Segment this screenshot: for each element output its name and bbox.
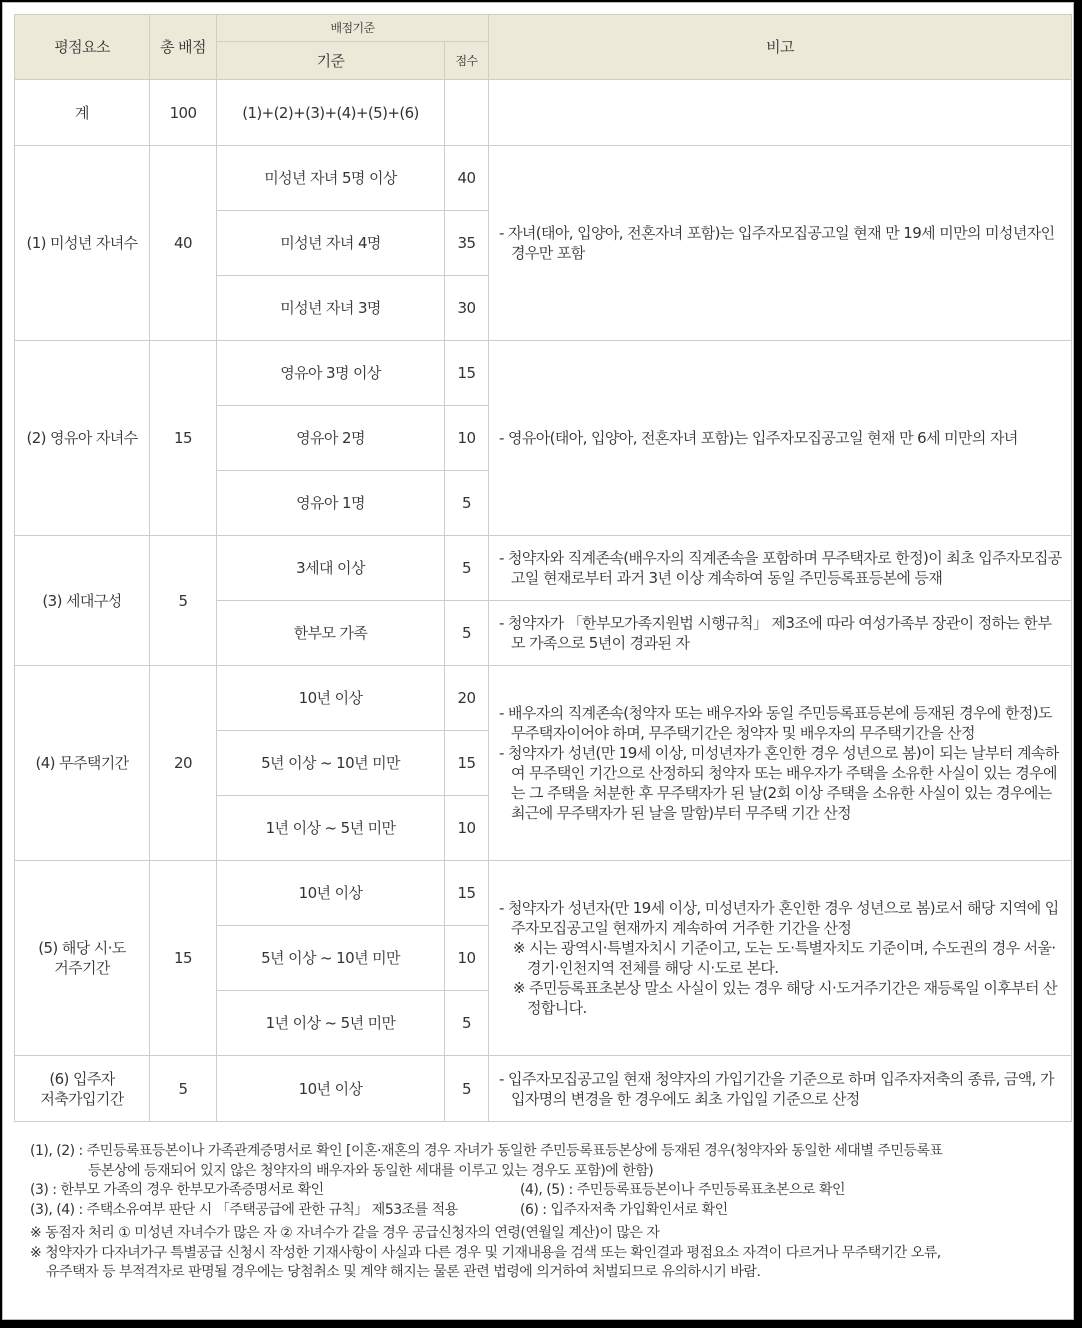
total-cell: 15	[150, 861, 217, 1056]
factor-cell: (1) 미성년 자녀수	[15, 146, 150, 341]
note-line: - 자녀(태아, 입양아, 전혼자녀 포함)는 입주자모집공고일 현재 만 19세 미만의 미성년자인 경우만 포함	[499, 224, 1055, 262]
footnote: (1), (2) : 주민등록표등본이나 가족관계증명서로 확인 [이혼·재혼의 경우 자녀가 동일한 주민등록표등본상에 등재된 경우(청약자와 동일한 세대별 주민등록표	[30, 1143, 943, 1159]
note-cell	[489, 666, 1072, 861]
sum-note	[489, 80, 1072, 146]
footnote-row	[30, 1201, 1060, 1221]
criteria-cell: 영유아 2명	[217, 406, 445, 471]
header-criteria-group: 배점기준	[217, 15, 489, 42]
score-cell: 20	[445, 666, 489, 731]
criteria-cell: 10년 이상	[217, 666, 445, 731]
score-cell: 10	[445, 406, 489, 471]
footnote: ※ 청약자가 다자녀가구 특별공급 신청시 작성한 기재사항이 사실과 다른 경우 및 기재내용을 검색 또는 확인결과 평점요소 자격이 다르거나 무주택기간 오류,	[30, 1244, 941, 1261]
header-remarks: 비고	[489, 15, 1072, 80]
footnote: (3), (4) : 주택소유여부 판단 시 「주택공급에 관한 규칙」 제53조를 적용	[30, 1201, 458, 1218]
note-cell	[489, 861, 1072, 1056]
total-cell: 15	[150, 341, 217, 536]
score-cell: 10	[445, 926, 489, 991]
note-line: - 입주자모집공고일 현재 청약자의 가입기간을 기준으로 하며 입주자저축의 종류, 금액, 가입자명의 변경을 한 경우에도 최초 가입일 기준으로 산정	[499, 1069, 1054, 1108]
criteria-cell: 한부모 가족	[217, 601, 445, 666]
factor-cell: (2) 영유아 자녀수	[15, 341, 150, 536]
criteria-cell: 영유아 3명 이상	[217, 341, 445, 406]
total-cell: 40	[150, 146, 217, 341]
total-cell: 20	[150, 666, 217, 861]
factor-line: (5) 해당 시·도	[38, 939, 126, 957]
sum-label: 계	[15, 80, 150, 146]
note-cell	[489, 341, 1072, 536]
scoring-table	[14, 14, 1072, 1122]
criteria-cell: 영유아 1명	[217, 471, 445, 536]
sum-total: 100	[150, 80, 217, 146]
factor-line: 저축가입기간	[40, 1089, 124, 1108]
footnote: (6) : 입주자저축 가입확인서로 확인	[520, 1201, 728, 1218]
factor-cell	[15, 1056, 150, 1122]
criteria-cell: 10년 이상	[217, 1056, 445, 1122]
footnote: 유주택자 등 부적격자로 판명될 경우에는 당첨취소 및 계약 해지는 물론 관련 법령에 의거하여 처벌되므로 유의하시기 바람.	[46, 1264, 761, 1280]
total-cell: 5	[150, 1056, 217, 1122]
score-cell: 15	[445, 861, 489, 926]
note-line: - 청약자가 성년자(만 19세 이상, 미성년자가 혼인한 경우 성년으로 봄)로서 해당 지역에 입주자모집공고일 현재까지 계속하여 거주한 기간을 산정	[499, 899, 1059, 937]
footnote: (3) : 한부모 가족의 경우 한부모가족증명서로 확인	[30, 1182, 324, 1198]
footnote: ※ 동점자 처리 ① 미성년 자녀수가 많은 자 ② 자녀수가 같을 경우 공급신청자의 연령(연월일 계산)이 많은 자	[30, 1225, 660, 1241]
criteria-cell: 미성년 자녀 4명	[217, 211, 445, 276]
criteria-cell: 미성년 자녀 3명	[217, 276, 445, 341]
score-cell: 40	[445, 146, 489, 211]
note-line: - 영유아(태아, 입양아, 전혼자녀 포함)는 입주자모집공고일 현재 만 6세 미만의 자녀	[499, 429, 1018, 447]
header-criteria: 기준	[217, 42, 445, 80]
sum-score	[445, 80, 489, 146]
factor-line: 거주기간	[54, 959, 110, 977]
note-line: - 배우자의 직계존속(청약자 또는 배우자와 동일 주민등록표등본에 등재된 경우에 한정)도 무주택자이어야 하며, 무주택기간은 청약자 및 배우자의 무주택기간을 산정	[499, 704, 1052, 742]
sum-criteria: (1)+(2)+(3)+(4)+(5)+(6)	[217, 80, 445, 146]
note-cell	[489, 1056, 1072, 1122]
criteria-cell: 5년 이상 ~ 10년 미만	[217, 926, 445, 991]
score-cell: 30	[445, 276, 489, 341]
score-cell: 35	[445, 211, 489, 276]
total-cell: 5	[150, 536, 217, 666]
footnote: (4), (5) : 주민등록표등본이나 주민등록표초본으로 확인	[520, 1182, 846, 1198]
score-cell: 10	[445, 796, 489, 861]
criteria-cell: 1년 이상 ~ 5년 미만	[217, 796, 445, 861]
footnote-row	[30, 1181, 1060, 1201]
sum-row	[15, 80, 1072, 146]
note-line: - 청약자가 성년(만 19세 이상, 미성년자가 혼인한 경우 성년으로 봄)이 되는 날부터 계속하여 무주택인 기간으로 산정하되 청약자 또는 배우자가 주택을 소유한 사실이 있는 경우에는 그 주택을 처분한 후 무주택자가 된 날(2회 이상 주택을 소유한 사실이 있는 경우에는 최근에 무주택자가 된 날을 말함)부터 무주택 기간 산정	[499, 744, 1059, 822]
factor-line: (6) 입주자	[49, 1069, 115, 1088]
criteria-cell: 3세대 이상	[217, 536, 445, 601]
factor-cell: (3) 세대구성	[15, 536, 150, 666]
criteria-cell: 미성년 자녀 5명 이상	[217, 146, 445, 211]
header-factor: 평점요소	[15, 15, 150, 80]
footnotes	[30, 1142, 1060, 1283]
factor-cell: (4) 무주택기간	[15, 666, 150, 861]
criteria-cell: 1년 이상 ~ 5년 미만	[217, 991, 445, 1056]
score-cell: 5	[445, 601, 489, 666]
note-cell	[489, 601, 1072, 666]
note-cell	[489, 536, 1072, 601]
score-cell: 5	[445, 1056, 489, 1122]
note-line: ※ 시는 광역시·특별자치시 기준이고, 도는 도·특별자치도 기준이며, 수도권의 경우 서울·경기·인천지역 전체를 해당 시·도로 본다.	[513, 939, 1056, 977]
header-score: 점수	[445, 42, 489, 80]
score-cell: 5	[445, 471, 489, 536]
criteria-cell: 5년 이상 ~ 10년 미만	[217, 731, 445, 796]
score-cell: 15	[445, 731, 489, 796]
score-cell: 5	[445, 991, 489, 1056]
note-line: - 청약자와 직계존속(배우자의 직계존속을 포함하며 무주택자로 한정)이 최초 입주자모집공고일 현재로부터 과거 3년 이상 계속하여 동일 주민등록표등본에 등재	[499, 549, 1062, 587]
note-cell	[489, 146, 1072, 341]
note-line: - 청약자가 「한부모가족지원법 시행규칙」 제3조에 따라 여성가족부 장관이 정하는 한부모 가족으로 5년이 경과된 자	[499, 614, 1052, 652]
criteria-cell: 10년 이상	[217, 861, 445, 926]
factor-cell	[15, 861, 150, 1056]
header-total: 총 배점	[150, 15, 217, 80]
note-line: ※ 주민등록표초본상 말소 사실이 있는 경우 해당 시·도거주기간은 재등록일 이후부터 산정합니다.	[513, 979, 1057, 1017]
footnote: 등본상에 등재되어 있지 않은 청약자의 배우자와 동일한 세대를 이루고 있는 경우도 포함)에 한함)	[88, 1162, 654, 1179]
score-cell: 15	[445, 341, 489, 406]
score-cell: 5	[445, 536, 489, 601]
